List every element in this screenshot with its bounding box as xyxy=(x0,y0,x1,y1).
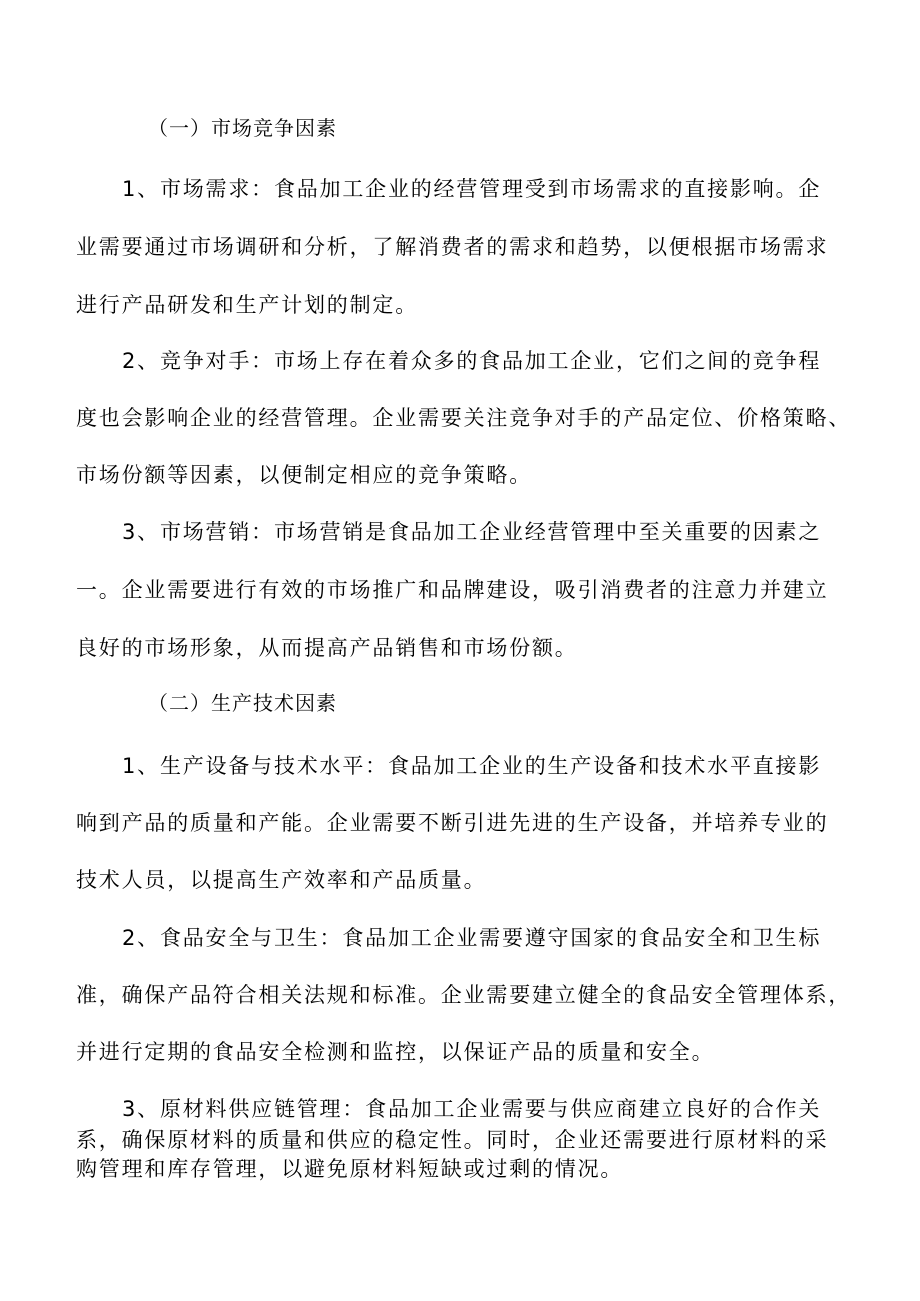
paragraph-line: 2、食品安全与卫生：食品加工企业需要遵守国家的食品安全和卫生标 xyxy=(122,926,822,950)
paragraph-line: 响到产品的质量和产能。企业需要不断引进先进的生产设备，并培养专业的 xyxy=(76,811,829,835)
paragraph-competitors xyxy=(76,348,852,488)
paragraph-line: 进行产品研发和生产计划的制定。 xyxy=(76,293,418,317)
paragraph-equipment-technology xyxy=(76,753,852,893)
paragraph-line: 购管理和库存管理，以避免原材料短缺或过剩的情况。 xyxy=(76,1157,624,1181)
paragraph-line: 1、生产设备与技术水平：食品加工企业的生产设备和技术水平直接影 xyxy=(122,754,822,778)
paragraph-line: 1、市场需求：食品加工企业的经营管理受到市场需求的直接影响。企 xyxy=(122,177,822,201)
paragraph-line: 准，确保产品符合相关法规和标准。企业需要建立健全的食品安全管理体系， xyxy=(76,983,852,1007)
paragraph-line: 2、竞争对手：市场上存在着众多的食品加工企业，它们之间的竞争程 xyxy=(122,349,822,373)
section-heading-market-competition: （一）市场竞争因素 xyxy=(148,116,337,140)
paragraph-line: 业需要通过市场调研和分析，了解消费者的需求和趋势，以便根据市场需求 xyxy=(76,235,829,259)
paragraph-line: 市场份额等因素，以便制定相应的竞争策略。 xyxy=(76,463,532,487)
paragraph-line: 3、原材料供应链管理：食品加工企业需要与供应商建立良好的合作关 xyxy=(122,1097,822,1121)
paragraph-line: 3、市场营销：市场营销是食品加工企业经营管理中至关重要的因素之 xyxy=(122,520,822,544)
paragraph-market-demand xyxy=(76,176,852,318)
paragraph-marketing xyxy=(76,519,852,661)
paragraph-line: 并进行定期的食品安全检测和监控，以保证产品的质量和安全。 xyxy=(76,1040,715,1064)
paragraph-food-safety xyxy=(76,925,852,1065)
paragraph-line: 技术人员，以提高生产效率和产品质量。 xyxy=(76,868,487,892)
paragraph-line: 系，确保原材料的质量和供应的稳定性。同时，企业还需要进行原材料的采 xyxy=(76,1128,829,1152)
section-heading-production-technology: （二）生产技术因素 xyxy=(148,691,337,715)
paragraph-supply-chain xyxy=(76,1096,852,1182)
paragraph-line: 度也会影响企业的经营管理。企业需要关注竞争对手的产品定位、价格策略、 xyxy=(76,406,852,430)
paragraph-line: 一。企业需要进行有效的市场推广和品牌建设，吸引消费者的注意力并建立 xyxy=(76,578,829,602)
paragraph-line: 良好的市场形象，从而提高产品销售和市场份额。 xyxy=(76,636,578,660)
